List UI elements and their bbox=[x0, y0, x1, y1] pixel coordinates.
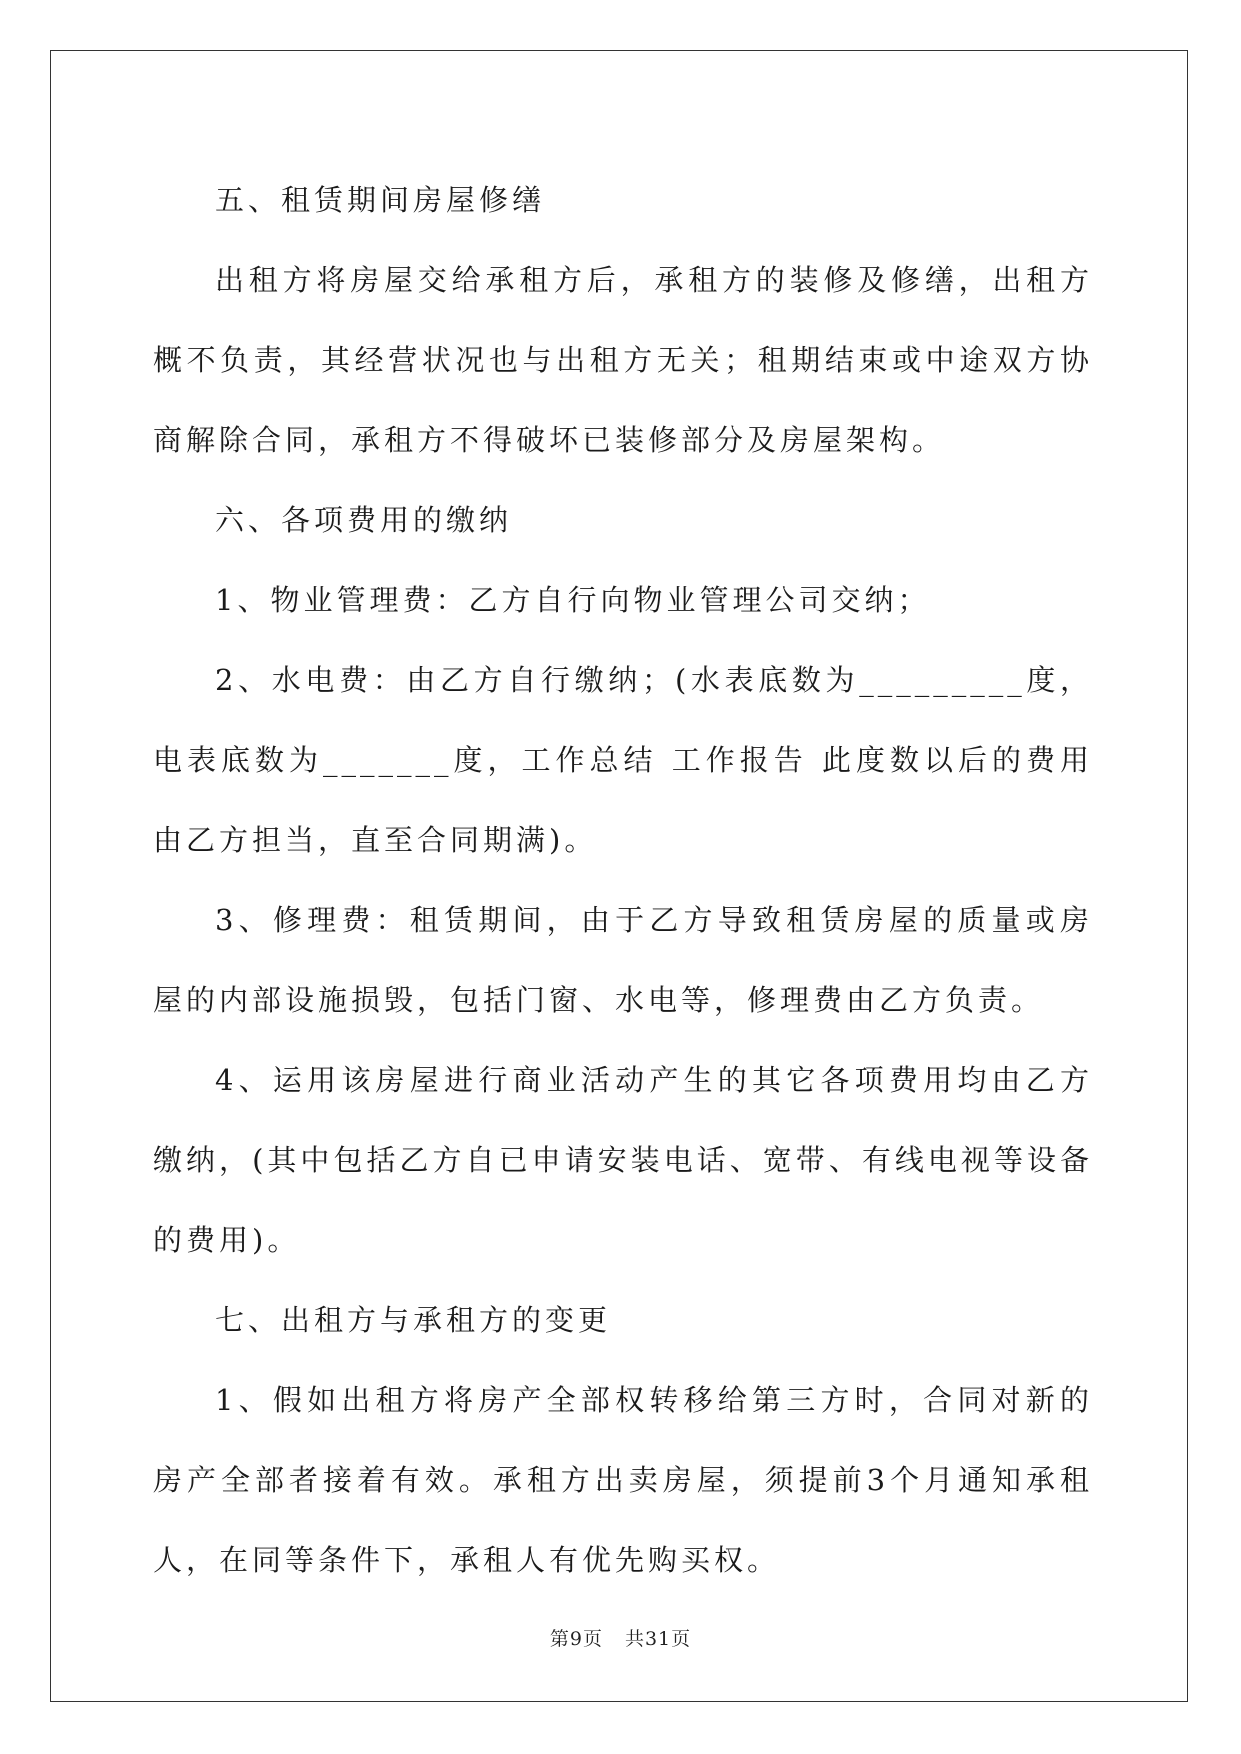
paragraph-repair-fee: 3、修理费：租赁期间，由于乙方导致租赁房屋的质量或房屋的内部设施损毁，包括门窗、水电等，修理费由乙方负责。 bbox=[153, 903, 1093, 1017]
section-heading-5: 五、租赁期间房屋修缮 bbox=[215, 183, 546, 217]
paragraph-repairs: 出租方将房屋交给承租方后，承租方的装修及修缮，出租方概不负责，其经营状况也与出租方无关；租期结束或中途双方协商解除合同，承租方不得破坏已装修部分及房屋架构。 bbox=[153, 263, 1093, 457]
section-heading-7: 七、出租方与承租方的变更 bbox=[215, 1303, 612, 1337]
paragraph-ownership-transfer: 1、假如出租方将房产全部权转移给第三方时，合同对新的房产全部者接着有效。承租方出卖房屋，须提前3个月通知承租人，在同等条件下，承租人有优先购买权。 bbox=[153, 1383, 1093, 1577]
page-footer bbox=[0, 1624, 1241, 1651]
section-heading-6: 六、各项费用的缴纳 bbox=[215, 503, 513, 537]
paragraph-other-fees: 4、运用该房屋进行商业活动产生的其它各项费用均由乙方缴纳，(其中包括乙方自已申请安装电话、宽带、有线电视等设备的费用)。 bbox=[153, 1063, 1093, 1257]
paragraph-property-fee: 1、物业管理费：乙方自行向物业管理公司交纳； bbox=[215, 583, 931, 617]
page-number: 第9页 bbox=[549, 1628, 603, 1650]
document-body bbox=[153, 160, 1093, 1600]
page-total: 共31页 bbox=[624, 1628, 692, 1650]
paragraph-utilities: 2、水电费：由乙方自行缴纳；(水表底数为_________度，电表底数为_______度，工作总结 工作报告 此度数以后的费用由乙方担当，直至合同期满)。 bbox=[153, 663, 1093, 857]
